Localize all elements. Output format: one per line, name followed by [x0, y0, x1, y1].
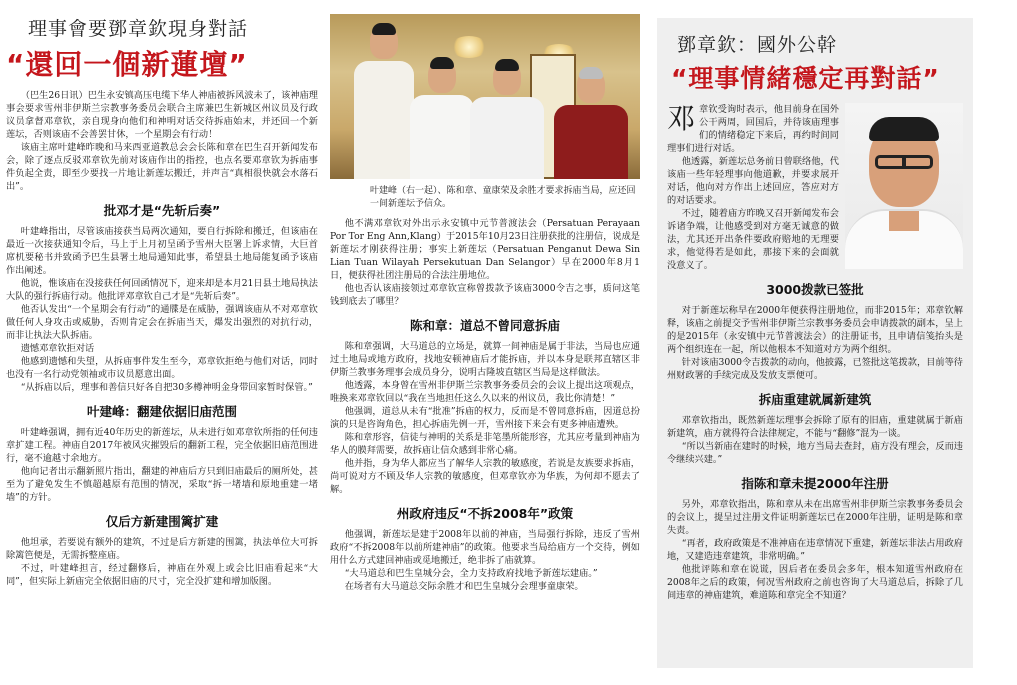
paragraph: 他否认发出“一个星期会有行动”的通牒是在威胁，强调该庙从不对邓章钦做任何人身攻击或威胁，否则肯定会在拆庙当天，爆发出强烈的对抗行动，而非让执法大队拆庙。	[6, 304, 318, 341]
left-headline: “還回一個新蓮壇”	[6, 48, 248, 81]
portrait-photo	[845, 103, 963, 269]
photo-caption: 叶建峰（右一起）、陈和章、童康荣及余胜才要求拆庙当局，应还回一间新莲坛予信众。	[370, 186, 636, 209]
paragraph: 不过，叶建峰担言，经过翻修后，神庙在外观上或会比旧庙看起来“大同”，但实际上新庙完全依据旧庙的尺寸，完全没扩建和增加版图。	[6, 563, 318, 587]
paragraph: 叶建峰强调，拥有近40年历史的新莲坛，从未进行如邓章钦所指的任何违章扩建工程。神庙自2017年被风灾摧毁后的翻新工程，完全依据旧庙范围进行，毫不逾越寸余地方。	[6, 427, 318, 464]
subheading: 仅后方新建围篱扩建	[105, 514, 219, 529]
paragraph: “从拆庙以后，理事和善信只好各自把30多樽神明金身带回家暂时保管。”	[20, 382, 313, 393]
paragraph: 他向记者出示翻新照片指出，翻建的神庙后方只到旧庙最后的厕所处，甚至为了避免发生不慎超越原有范围的情况，采取“拆一堵墙和原地重建一堵墙”的方针。	[6, 466, 318, 503]
paragraph: 陈和章形容，信徒与神明的关系是非笔墨所能形容，尤其应考量到神庙为华人的膜拜需要，故拆庙让信众感到非常心痛。	[330, 432, 640, 456]
paragraph: 对于新莲坛称早在2000年便获得注册地位，而非2015年；邓章钦解释，该庙之前提交予雪州非伊斯兰宗教事务委员会申请拨款的副本，呈上的是2015年（永安镇中元节普渡法会）的注册证书，且申请信笺抬头是两个组织连在一起，所以他根本不知道对方为两个组织。	[667, 305, 963, 355]
person-figure	[554, 39, 628, 179]
paragraph: 他坦承，若要说有额外的建筑，不过是后方新建的围篱，执法单位大可拆除篱笆便是，无需拆整座庙。	[6, 537, 318, 561]
paragraph: 他透露，新莲坛总务前日曾联络他，代该庙一些年轻理事向他道歉，并要求展开对话，他向对方作出上述回应，答应对方的对话要求。	[667, 156, 839, 206]
paragraph: 遗憾邓章钦拒对话	[20, 343, 95, 354]
person-figure	[470, 41, 544, 179]
right-sidebar-article	[657, 18, 973, 668]
paragraph: “所以当新庙在建时的时候，地方当局去查封，庙方没有理会，反而违令继续兴建。”	[667, 441, 963, 465]
paragraph: “再者，政府政策是不准神庙在违章情况下重建，新莲坛非法占用政府地，又建造违章建筑，非常明确。”	[667, 538, 963, 562]
paragraph: 他也否认该庙接领过邓章钦宣称曾拨款予该庙3000令吉之事，质问这笔钱到底去了哪里？	[330, 283, 640, 307]
paragraph: 他感到遗憾和失望，从拆庙事件发生至今，邓章钦拒绝与他们对话，同时也没有一名行动党领袖或市议员愿意出面。	[6, 356, 318, 380]
subheading: 陈和章：道总不曾同意拆庙	[409, 318, 560, 333]
paragraph: 他不满邓章钦对外出示永安镇中元节普渡法会（Persatuan Perayaan Por Tor Eng Ann,Klang）于2015年10月23日注册获批的注册信，说成是新莲坛才刚获得注册；事实上新莲坛（Persatuan Penganut Dewa Sin Lian Tuan Wilayah Persekutuan Dan Selangor）早在2000年8月1日，便获得社团注册局的合法注册地位。	[330, 218, 640, 281]
page-margin	[980, 0, 1017, 685]
person-figure	[354, 25, 414, 179]
paragraph: 他强调，道总从未有“批准”拆庙的权力，反而是不曾同意拆庙，因道总扮演的只是咨询角色，担心拆庙先例一开，雪州接下来会有更多神庙遭殃。	[330, 406, 640, 430]
drop-cap: 邓	[667, 102, 696, 135]
subheading: 叶建峰：翻建依据旧庙范围	[86, 404, 237, 419]
paragraph: 他并指，身为华人都应当了解华人宗教的敏感度，若说是友族要求拆庙，尚可说对方不顾及华人宗教的敏感度，但邓章钦亦为华族，为何却不愿去了解。	[330, 458, 640, 495]
paragraph: 不过，随着庙方昨晚又召开新闻发布会诉诸争端，让他感受到对方毫无诚意的做法，尤其还开出条件要政府赔地的无理要求，他觉得若是如此，那接下来的会面就没意义了。	[667, 208, 839, 271]
subheading: 指陈和章未提2000年注册	[741, 476, 889, 491]
right-headline: “理事情緒穩定再對話”	[671, 64, 940, 93]
paragraph: 针对该庙3000令吉拨款的动向，他披露，已签批这笔拨款，目前等待州财政署的手续完成及发放支票便可。	[667, 357, 963, 381]
paragraph: 他批评陈和章在说谎，因后者在委员会多年，根本知道雪州政府在2008年之后的政策，何况雪州政府之前也咨询了大马道总后，拆除了几间违章的神庙建筑，难道陈和章完全不知道？	[667, 564, 963, 601]
right-kicker: 鄧章欽：國外公幹	[677, 34, 838, 56]
paragraph: “大马道总和巴生皇城分会，全力支持政府找地予新莲坛建庙。”	[344, 568, 598, 579]
paragraph: 章钦受询时表示，他目前身在国外公干两周，回国后，并待该庙理事们的情绪稳定下来后，再约时间同理事们进行对话。	[667, 104, 839, 154]
subheading: 批邓才是“先斩后奏”	[103, 203, 221, 218]
paragraph: 他强调，新莲坛是建于2008年以前的神庙，当局强行拆除，违反了雪州政府“不拆2008年以前所建神庙”的政策。他要求当局给庙方一个交待，例如用什么方式建回神庙或觅地搬迁，绝非拆了庙就算。	[330, 529, 640, 566]
middle-article	[330, 14, 640, 682]
glasses-icon	[875, 155, 933, 169]
subheading: 3000拨款已签批	[766, 282, 864, 297]
paragraph: 叶建峰指出，尽管该庙接获当局两次通知，要自行拆除和搬迁，但该庙在最近一次接获通知令后，马上于上月初呈函予雪州大臣署上诉求情，大巨首席机要秘书并致函予巴生县署土地局通知此事，希望县土地局能复函予该庙作出阐述。	[6, 226, 318, 276]
paragraph: 他说，惟该庙在没接获任何回函情况下，迎来却是本月21日县土地局执法大队的强行拆庙行动。他批评邓章钦自己才是“先斩后奏”。	[6, 278, 318, 302]
left-kicker: 理事會要鄧章欽現身對話	[28, 18, 249, 40]
person-figure	[410, 41, 474, 179]
subheading: 州政府违反“不拆2008年”政策	[396, 506, 574, 521]
paragraph: （巴生26日讯）巴生永安镇高压电缆下华人神庙被拆风波未了，该神庙理事会要求雪州非伊斯兰宗教事务委员会联合主席兼巴生新城区州议员及行政议员拿督邓章钦，亲自现身向他们和神明对话交待拆庙始末，并还回一个新莲坛，否则该庙不会善罢甘休，一个星期会有行动！	[6, 90, 318, 140]
subheading: 拆庙重建就属新建筑	[758, 392, 872, 407]
left-article	[6, 14, 318, 682]
paragraph: 在场者有大马道总交际余胜才和巴生皇城分会理事童康荣。	[344, 581, 584, 592]
paragraph: 另外，邓章钦指出，陈和章从未在出席雪州非伊斯兰宗教事务委员会的会议上，提呈过注册文件证明新莲坛已在2000年注册，证明是陈和章失责。	[667, 499, 963, 536]
paragraph: 陈和章强调，大马道总的立场是，就算一间神庙是属于非法，当局也应通过土地局或地方政府，找地安顿神庙后才能拆庙，并以本身是联邦直辖区非伊斯兰教事务理事会成员身分，说明古隆坡直辖区当局是这样做法。	[330, 341, 640, 378]
group-photo	[330, 14, 640, 179]
paragraph: 他透露，本身曾在雪州非伊斯兰宗教事务委员会的会议上提出这项观点，唯换来邓章钦回以“我在当地担任这么久以来的州议员，我比你清楚！”	[330, 380, 640, 404]
paragraph: 该庙主席叶建峰昨晚和马来西亚道教总会会长陈和章在巴生召开新闻发布会，除了逐点反驳邓章钦先前对该庙作出的指控，也点名要邓章钦为拆庙事件负起全责，即至少要找一片地让新莲坛搬迁，并声言“真相很快就会水落石出”。	[6, 142, 318, 192]
paragraph: 邓章钦指出，既然新莲坛理事会拆除了原有的旧庙，重建就属于新庙新建筑，庙方就得符合法律规定，不能与“翻修”混为一谈。	[667, 415, 963, 439]
